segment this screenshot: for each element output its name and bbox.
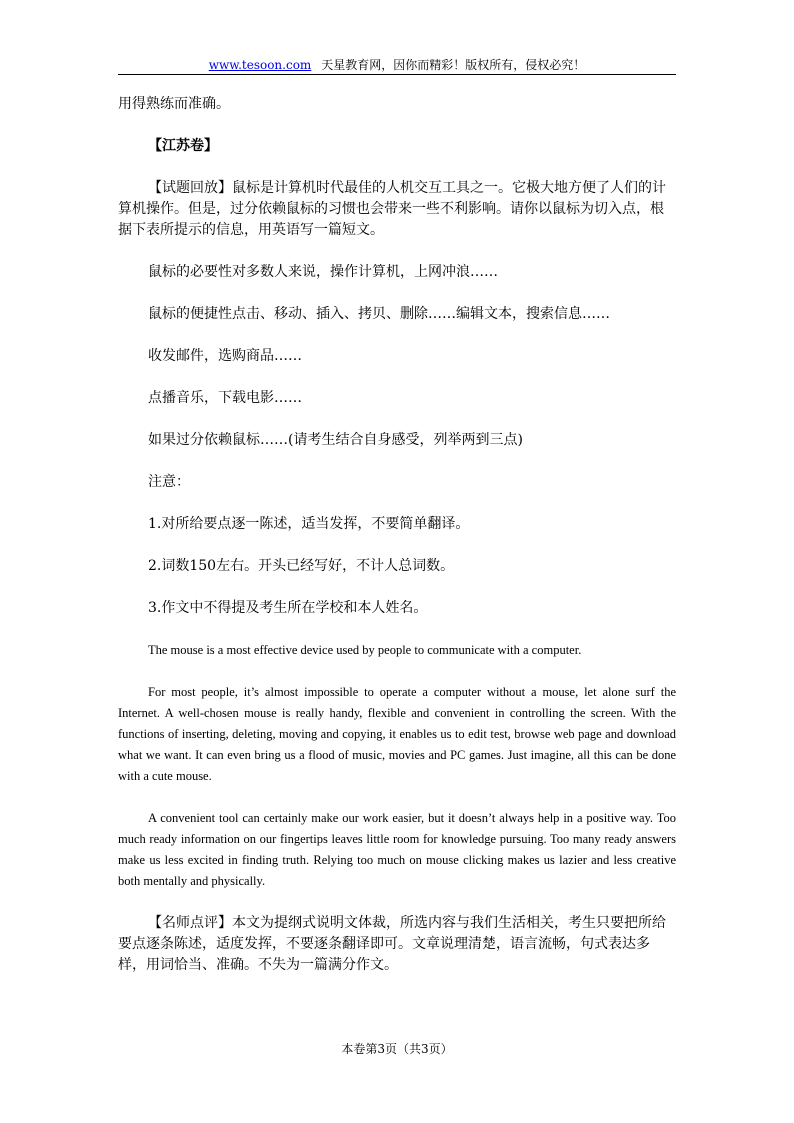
section-title: 【江苏卷】 xyxy=(148,138,218,154)
header-divider xyxy=(118,74,676,75)
question-prompt: 【试题回放】鼠标是计算机时代最佳的人机交互工具之一。它极大地方便了人们的计算机操作。但是，过分依赖鼠标的习惯也会带来一些不利影响。请你以鼠标为切入点，根据下表所提示的信息，用英语写一篇短文。 xyxy=(118,180,666,238)
note-item: 2.词数150左右。开头已经写好，不计人总词数。 xyxy=(148,558,455,574)
outline-point: 鼠标的必要性对多数人来说，操作计算机，上网冲浪…… xyxy=(148,264,498,280)
document-body xyxy=(118,94,676,976)
website-link[interactable]: www.tesoon.com xyxy=(208,58,312,72)
continued-line: 用得熟练而准确。 xyxy=(118,96,230,112)
essay-paragraph: For most people, it’s almost impossible to operate a computer without a mouse, let alone surf the Internet. A well-chosen mouse is really handy, flexible and convenient in controlling the screen. With the functions of inserting, deleting, moving and copying, it enables us to edit test, browse web page and download what we want. It can even bring us a flood of music, movies and PC games. Just imagine, all this can be done with a cute mouse. xyxy=(118,685,676,783)
teacher-comment: 【名师点评】本文为提纲式说明文体裁，所选内容与我们生活相关，考生只要把所给要点逐条陈述，适度发挥，不要逐条翻译即可。文章说理清楚，语言流畅，句式表达多样，用词恰当、准确。不失为一篇满分作文。 xyxy=(118,915,666,973)
essay-paragraph: The mouse is a most effective device used by people to communicate with a computer. xyxy=(148,643,582,657)
page-footer xyxy=(118,1042,676,1056)
page-header xyxy=(118,58,676,72)
outline-point: 鼠标的便捷性点击、移动、插入、拷贝、删除……编辑文本，搜索信息…… xyxy=(148,306,610,322)
page-number: 本卷第3页（共3页） xyxy=(341,1042,453,1056)
outline-point: 如果过分依赖鼠标……(请考生结合自身感受，列举两到三点) xyxy=(148,432,523,448)
outline-point: 收发邮件，选购商品…… xyxy=(148,348,302,364)
outline-point: 点播音乐，下载电影…… xyxy=(148,390,302,406)
note-item: 1.对所给要点逐一陈述，适当发挥，不要简单翻译。 xyxy=(148,516,470,532)
note-title: 注意： xyxy=(148,474,190,490)
essay-paragraph: A convenient tool can certainly make our work easier, but it doesn’t always help in a positive way. Too much ready information on our fingertips leaves little room for knowledge pursuing. Too many ready answers make us less excited in finding truth. Relying too much on mouse clicking makes us lazier and less creative both mentally and physically. xyxy=(118,811,676,888)
note-item: 3.作文中不得提及考生所在学校和本人姓名。 xyxy=(148,600,428,616)
header-slogan: 天星教育网，因你而精彩！版权所有，侵权必究！ xyxy=(321,58,586,72)
